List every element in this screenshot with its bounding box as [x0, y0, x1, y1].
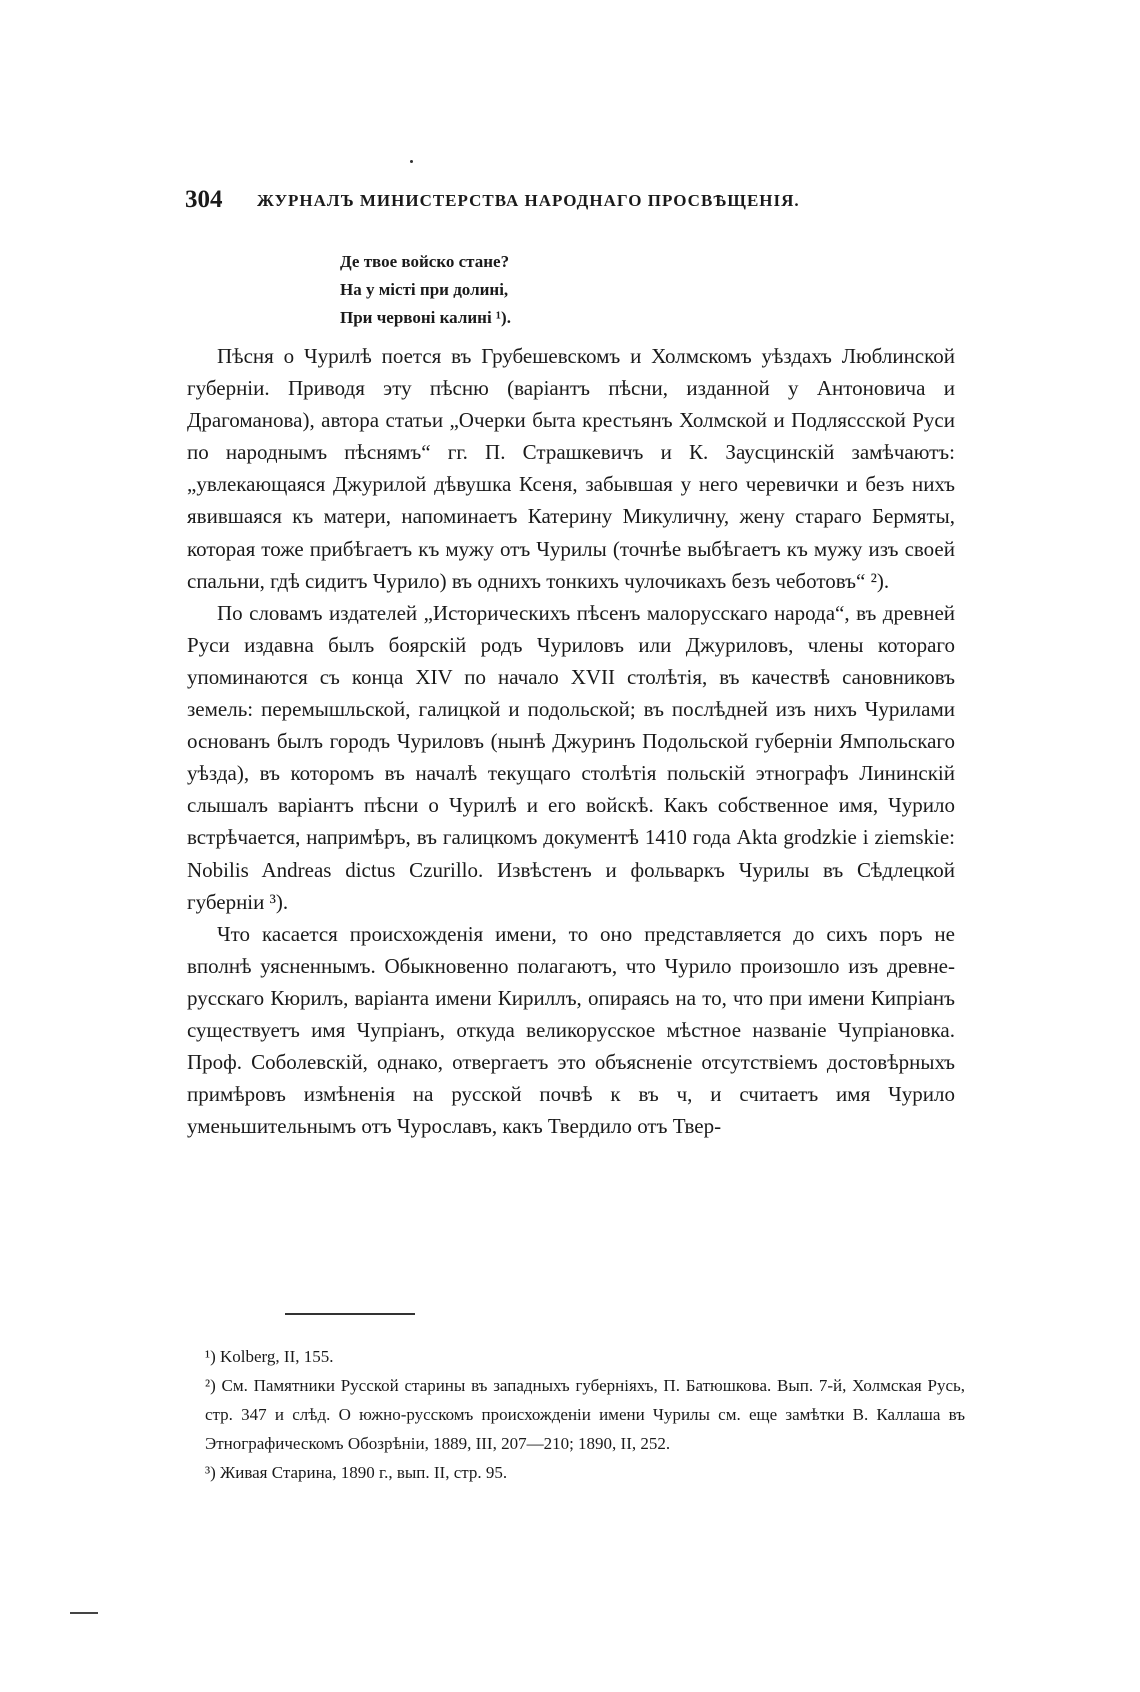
journal-title: ЖУРНАЛЪ МИНИСТЕРСТВА НАРОДНАГО ПРОСВѢЩЕНІЯ.: [257, 191, 800, 210]
footnote-separator: [285, 1313, 415, 1315]
footnotes: [205, 1342, 965, 1487]
footnote: ¹) Kolberg, II, 155.: [205, 1347, 334, 1366]
running-header: [185, 186, 965, 220]
paragraph: По словамъ издателей „Историческихъ пѣсенъ малорусскаго народа“, въ древней Руси издавна былъ боярскій родъ Чуриловъ или Джуриловъ, члены котораго упоминаются съ конца XIV по начало XVII столѣтія, въ качествѣ сановниковъ земель: перемышльской, галицкой и подольской; въ послѣдней изъ нихъ Чурилами основанъ былъ городъ Чуриловъ (нынѣ Джуринъ Подольской губерніи Ямпольскаго уѣзда), въ которомъ въ началѣ текущаго столѣтія польскій этнографъ Лининскій слышалъ варіантъ пѣсни о Чурилѣ и его войскѣ. Какъ собственное имя, Чурило встрѣчается, напримѣръ, въ галицкомъ документѣ 1410 года Akta grodzkie i ziemskie: Nobilis Andreas dictus Czurillo. Извѣстенъ и фольваркъ Чурилы въ Сѣдлецкой губерніи ³).: [187, 600, 955, 914]
body-text: [187, 340, 955, 1142]
poem-line: Де твое войско стане?: [340, 252, 510, 271]
poem-line: При червоні калині ¹).: [340, 308, 511, 327]
footnote: ²) См. Памятники Русской старины въ западныхъ губерніяхъ, П. Батюшкова. Вып. 7-й, Холмская Русь, стр. 347 и слѣд. О южно-русскомъ происхожденіи имени Чурилы см. еще замѣтки В. Каллаша въ Этнографическомъ Обозрѣніи, 1889, III, 207—210; 1890, II, 252.: [205, 1376, 965, 1453]
poem-line: На у місті при долині,: [340, 280, 509, 299]
margin-mark: [70, 1612, 98, 1614]
print-speck: [410, 160, 413, 163]
paragraph: Что касается происхожденія имени, то оно представляется до сихъ поръ не вполнѣ уясненнымъ. Обыкновенно полагаютъ, что Чурило произошло изъ древне-русскаго Кюрилъ, варіанта имени Кириллъ, опираясь на то, что при имени Кипріанъ существуетъ имя Чупріанъ, откуда великорусское мѣстное названіе Чупріановка. Проф. Соболевскій, однако, отвергаетъ это объясненіе отсутствіемъ достовѣрныхъ примѣровъ измѣненія на русской почвѣ к въ ч, и считаетъ имя Чурило уменьшительнымъ отъ Чурославъ, какъ Твердило отъ Твер-: [187, 921, 955, 1139]
poem-excerpt: [340, 248, 511, 332]
paragraph: Пѣсня о Чурилѣ поется въ Грубешевскомъ и Холмскомъ уѣздахъ Люблинской губерніи. Приводя эту пѣсню (варіантъ пѣсни, изданной у Антоновича и Драгоманова), автора статьи „Очерки быта крестьянъ Холмской и Подляссской Руси по народнымъ пѣснямъ“ гг. П. Страшкевичъ и К. Заусцинскій замѣчаютъ: „увлекающаяся Джурилой дѣвушка Ксеня, забывшая у него черевички и безъ нихъ явившаяся къ матери, напоминаетъ Катерину Микуличну, жену стараго Бермяты, которая тоже прибѣгаетъ къ мужу отъ Чурилы (точнѣе выбѣгаетъ къ мужу изъ своей спальни, гдѣ сидитъ Чурило) въ однихъ тонкихъ чулочикахъ безъ чеботовъ“ ²).: [187, 344, 955, 593]
page-number: 304: [185, 186, 223, 213]
footnote: ³) Живая Старина, 1890 г., вып. II, стр. 95.: [205, 1463, 508, 1482]
